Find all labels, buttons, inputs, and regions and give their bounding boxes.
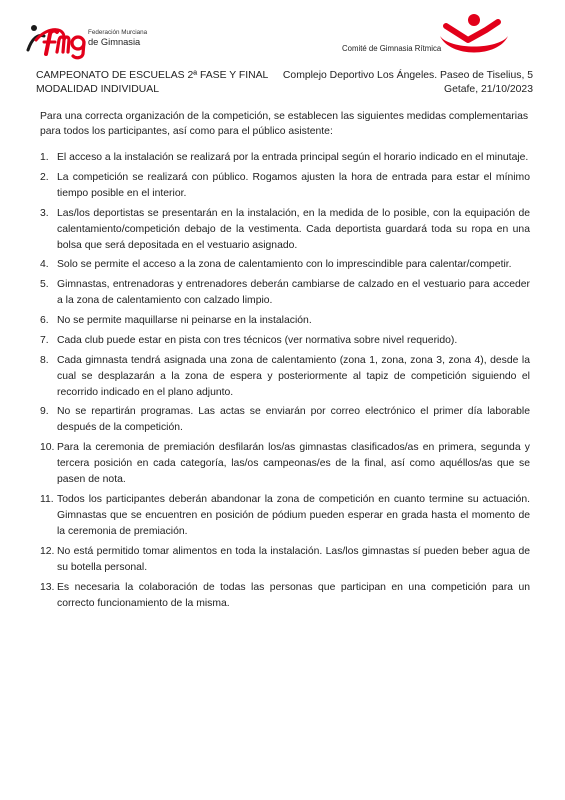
rule-item bbox=[40, 492, 530, 540]
rule-number: 10. bbox=[40, 442, 55, 454]
fmg-logo-icon bbox=[24, 20, 90, 60]
rule-item bbox=[40, 277, 530, 309]
rule-item bbox=[40, 313, 530, 329]
rule-text: Las/los deportistas se presentarán en la instalación, en la medida de lo posible, con la equipación de calentamiento/competición debajo de la vestimenta. Cada deportista guardará toda su ropa en una bolsa que será depositada en el vestuario asignado. bbox=[57, 207, 530, 251]
rule-number: 3. bbox=[40, 207, 49, 219]
rule-item bbox=[40, 206, 530, 254]
rule-text: No se repartirán programas. Las actas se enviarán por correo electrónico el primer día laborable después de la competición. bbox=[57, 406, 530, 434]
intro-paragraph: Para una correcta organización de la competición, se establecen las siguientes medidas complementarias para todos los participantes, así como para el público asistente: bbox=[40, 111, 529, 137]
federation-name bbox=[88, 30, 147, 47]
rule-text: Gimnastas, entrenadoras y entrenadores deberán cambiarse de calzado en el vestuario para acceder a la zona de calentamiento con calzado limpio. bbox=[57, 279, 530, 307]
rule-text: No se permite maquillarse ni peinarse en la instalación. bbox=[57, 314, 312, 326]
rule-text: Solo se permite el acceso a la zona de calentamiento con lo imprescindible para calentar/competir. bbox=[57, 259, 512, 271]
rule-text: Cada club puede estar en pista con tres técnicos (ver normativa sobre nivel requerido). bbox=[57, 334, 458, 346]
rule-number: 7. bbox=[40, 334, 49, 346]
rule-item bbox=[40, 170, 530, 202]
rule-item bbox=[40, 544, 530, 576]
rhythmic-gymnastics-logo-icon bbox=[436, 12, 512, 62]
rule-item bbox=[40, 150, 530, 166]
rule-item bbox=[40, 404, 530, 436]
rule-item bbox=[40, 333, 530, 349]
rule-text: No está permitido tomar alimentos en toda la instalación. Las/los gimnastas sí pueden beber agua de su botella personal. bbox=[57, 545, 530, 573]
rule-item bbox=[40, 257, 530, 273]
rules-list bbox=[40, 150, 530, 615]
rule-item bbox=[40, 440, 530, 488]
rule-number: 11. bbox=[40, 493, 54, 505]
rule-text: Para la ceremonia de premiación desfilarán los/as gimnastas clasificados/as en primera, segunda y tercera posición en cada categoría, las/os campeonas/es de la final, así como aquéllos/as que se pasen de nota. bbox=[57, 442, 530, 486]
federation-line1: Federación Murciana bbox=[88, 29, 148, 36]
rule-number: 13. bbox=[40, 581, 55, 593]
championship-info bbox=[36, 69, 268, 97]
championship-title: CAMPEONATO DE ESCUELAS 2ª FASE Y FINAL bbox=[36, 70, 269, 81]
rule-text: El acceso a la instalación se realizará por la entrada principal según el horario indicado en el minutaje. bbox=[57, 152, 529, 163]
rule-text: La competición se realizará con público. Rogamos ajusten la hora de entrada para estar el mínimo tiempo posible en el interior. bbox=[57, 171, 530, 199]
venue: Complejo Deportivo Los Ángeles. Paseo de Tiselius, 5 bbox=[282, 70, 533, 81]
rule-item bbox=[40, 353, 530, 401]
rule-number: 9. bbox=[40, 406, 49, 418]
rule-number: 12. bbox=[40, 545, 55, 557]
rule-number: 2. bbox=[40, 171, 49, 183]
place-date: Getafe, 21/10/2023 bbox=[444, 84, 533, 95]
rule-text: Cada gimnasta tendrá asignada una zona de calentamiento (zona 1, zona, zona 3, zona 4), desde la cual se desplazarán a la zona de espera y posteriormente al tapiz de competición siguiendo el recorrido indicado en el plano adjunto. bbox=[57, 354, 530, 398]
modality: MODALIDAD INDIVIDUAL bbox=[36, 84, 159, 95]
rule-item bbox=[40, 580, 530, 612]
rule-number: 6. bbox=[40, 314, 49, 326]
rule-number: 1. bbox=[40, 152, 49, 163]
venue-info bbox=[283, 69, 533, 97]
page-header bbox=[0, 0, 565, 110]
rule-number: 8. bbox=[40, 354, 49, 366]
rule-number: 5. bbox=[40, 279, 49, 291]
committee-name: Comité de Gimnasia Rítmica bbox=[342, 44, 442, 53]
rule-text: Todos los participantes deberán abandonar la zona de competición en cuanto termine su actuación. Gimnastas que se encuentren en posición de pódium pueden esperar en grada hasta el momento de la ceremonia de premiación. bbox=[57, 493, 530, 537]
rule-number: 4. bbox=[40, 259, 49, 271]
rule-text: Es necesaria la colaboración de todas las personas que participan en una competición para un correcto funcionamiento de la misma. bbox=[57, 581, 530, 609]
federation-line2: de Gimnasia bbox=[88, 36, 141, 47]
